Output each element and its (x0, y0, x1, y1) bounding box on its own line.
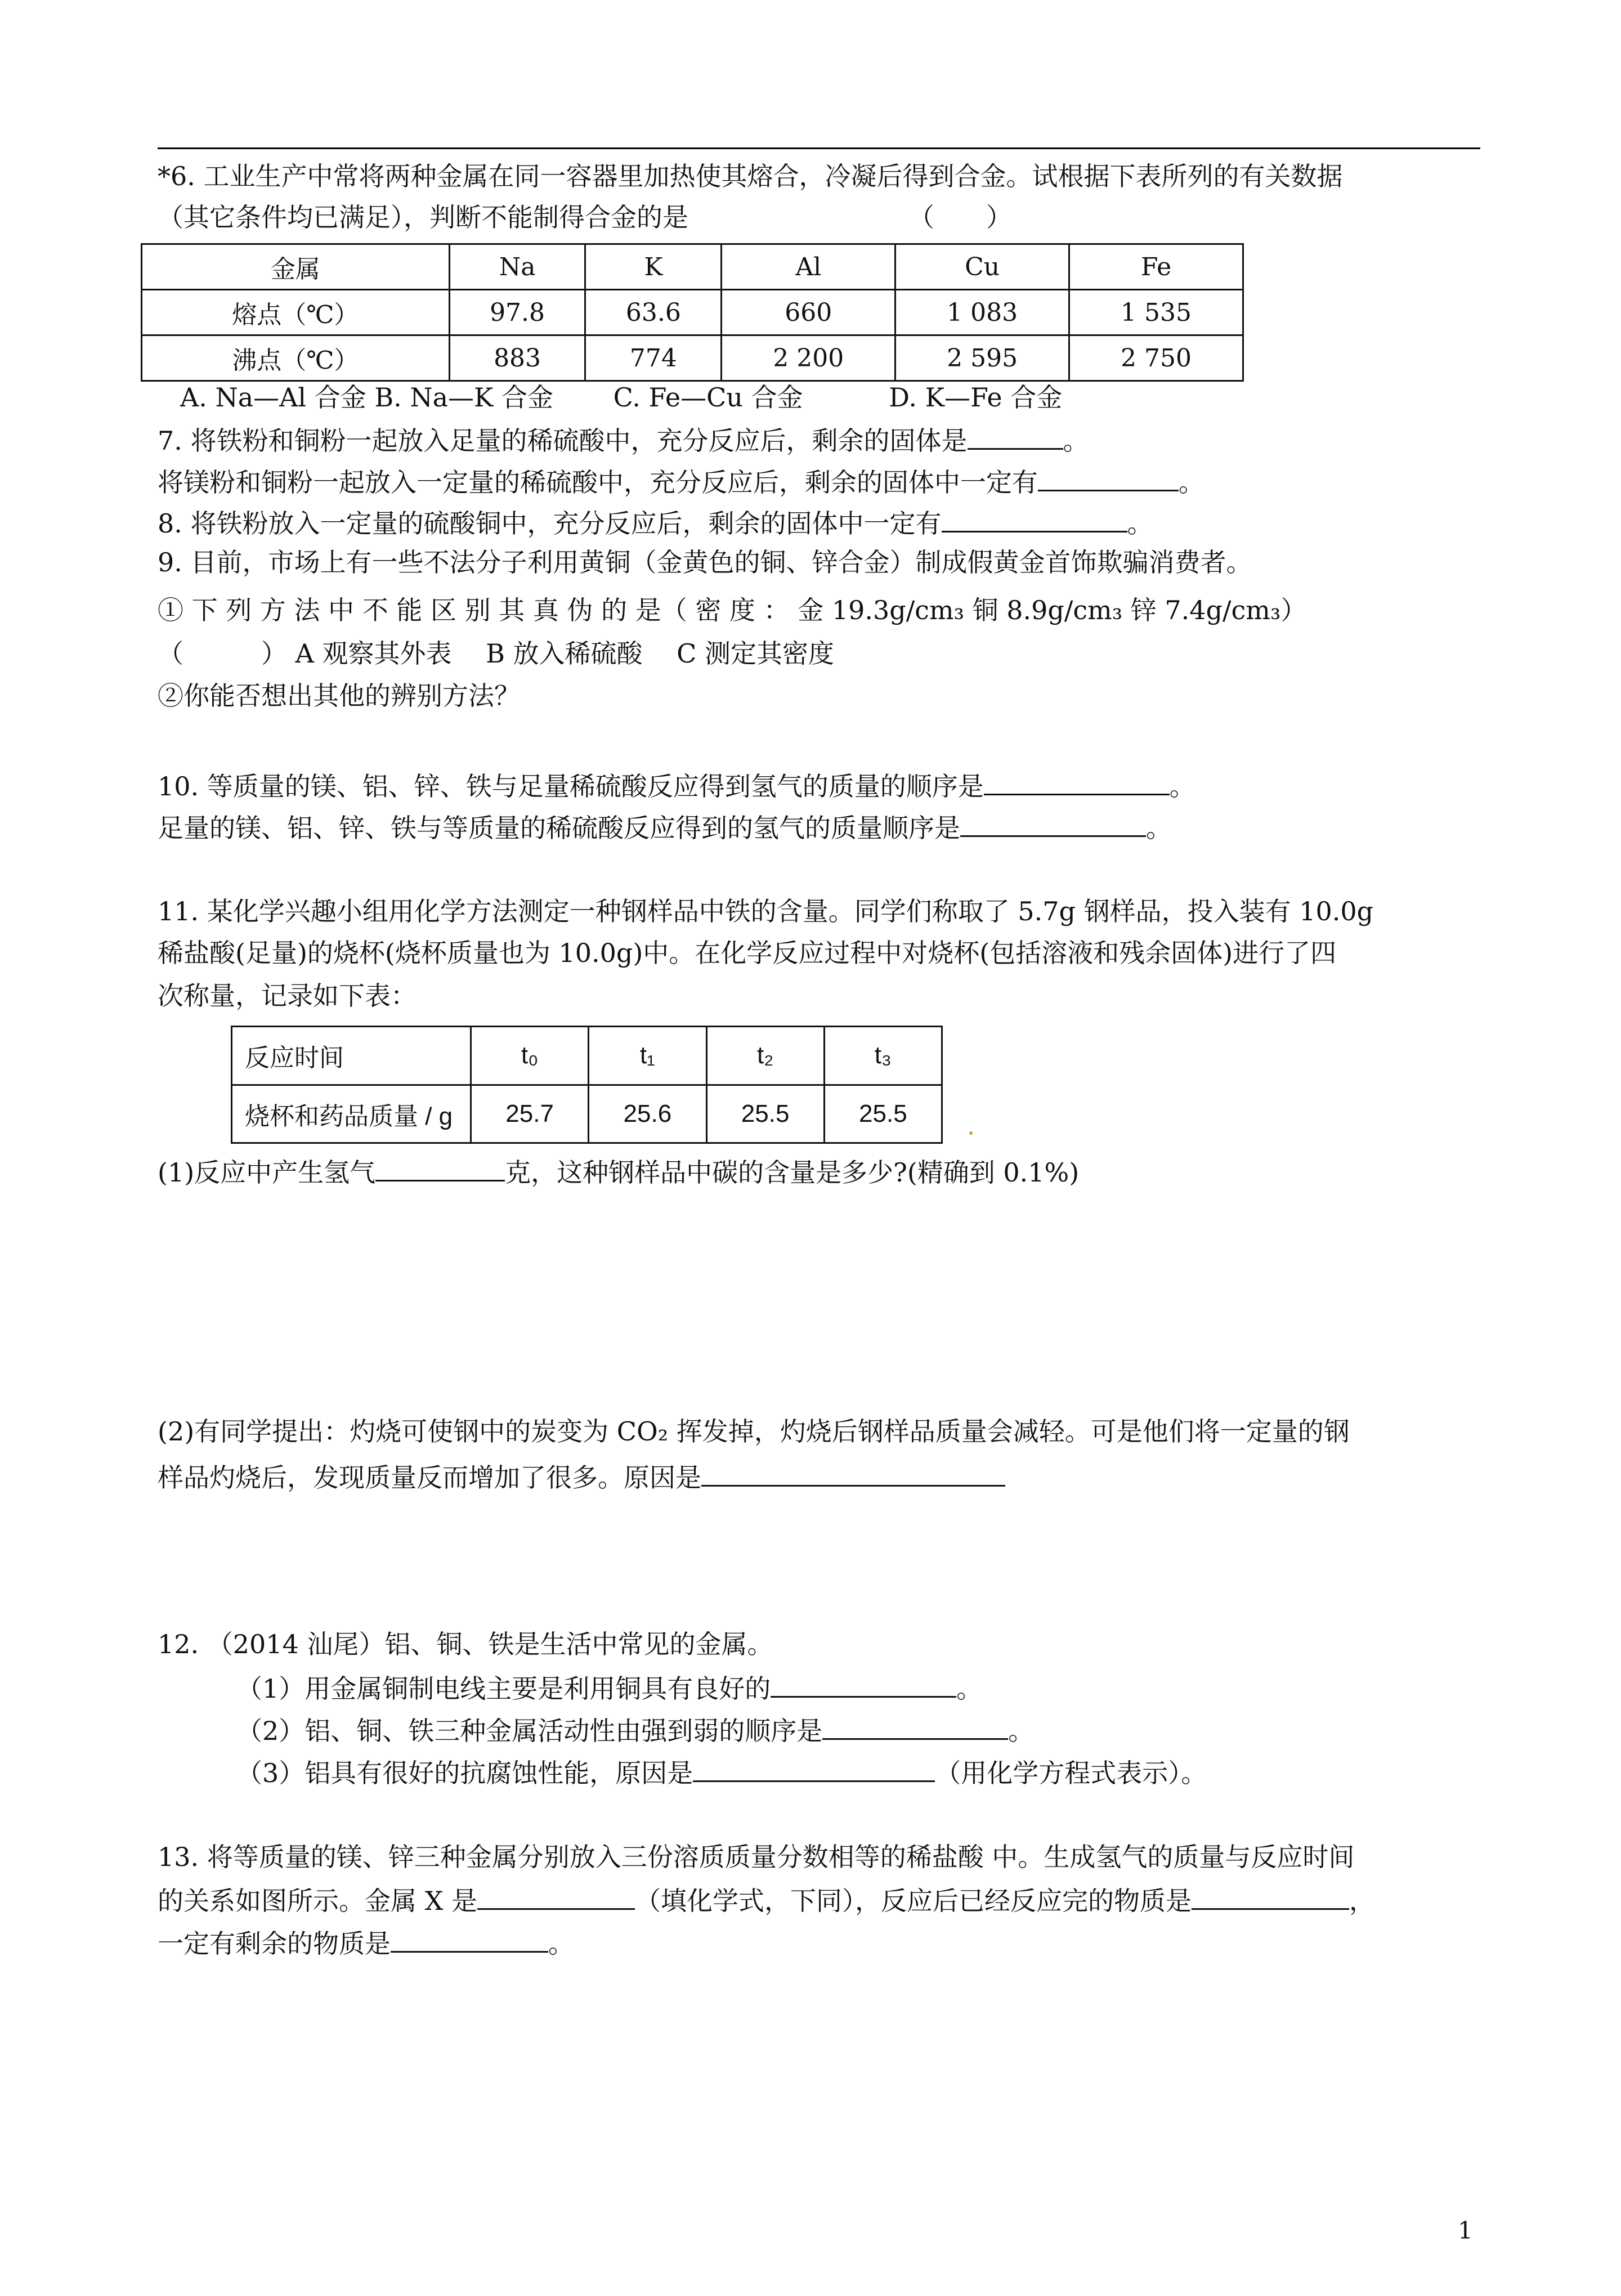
table-cell: 烧杯和药品质量 / g (232, 1085, 471, 1143)
table-cell: 63.6 (585, 290, 722, 335)
q9-line1: 9. 目前，市场上有一些不法分子利用黄铜（金黄色的铜、锌合金）制成假黄金首饰欺骗消费者。 (158, 547, 1252, 578)
q10-line2 (158, 808, 1172, 845)
answer-blank[interactable] (701, 1458, 1005, 1487)
q12-part3-end: （用化学方程式表示）。 (935, 1758, 1207, 1788)
q7-line2-end: 。 (1179, 467, 1204, 498)
q11-part1-text: (1)反应中产生氢气 (158, 1157, 376, 1188)
table-cell: 熔点（℃） (142, 290, 450, 335)
table-cell: Fe (1069, 244, 1243, 290)
q11-line1: 11. 某化学兴趣小组用化学方法测定一种钢样品中铁的含量。同学们称取了 5.7g 钢样品，投入装有 10.0g (158, 896, 1374, 927)
q6-text-line2: （其它条件均已满足），判断不能制得合金的是 （ ） (158, 202, 1012, 232)
answer-blank[interactable] (771, 1669, 956, 1698)
answer-blank[interactable] (1038, 463, 1179, 491)
table-cell: 沸点（℃） (142, 335, 450, 381)
table-cell: 774 (585, 335, 722, 381)
q12-part3-text: （3）铝具有很好的抗腐蚀性能，原因是 (236, 1758, 693, 1788)
table-cell: 25.5 (706, 1085, 824, 1143)
table-cell: 25.5 (824, 1085, 942, 1143)
q12-part1-text: （1）用金属铜制电线主要是利用铜具有良好的 (236, 1673, 771, 1704)
answer-blank[interactable] (1192, 1881, 1349, 1910)
table-cell: t₃ (824, 1027, 942, 1085)
q7-line1-text: 7. 将铁粉和铜粉一起放入足量的稀硫酸中，充分反应后，剩余的固体是 (158, 426, 968, 456)
q10-line1-end: 。 (1169, 771, 1195, 802)
table-cell: Al (722, 244, 895, 290)
table-cell: 金属 (142, 244, 450, 290)
table-cell: K (585, 244, 722, 290)
table-cell: 660 (722, 290, 895, 335)
table-cell: 97.8 (449, 290, 585, 335)
table-header-row (142, 244, 1243, 290)
q11-part2-line1: (2)有同学提出：灼烧可使钢中的炭变为 CO₂ 挥发掉，灼烧后钢样品质量会减轻。可是他们将一定量的钢 (158, 1416, 1350, 1447)
answer-blank[interactable] (984, 767, 1170, 795)
q11-line2: 稀盐酸(足量)的烧杯(烧杯质量也为 10.0g)中。在化学反应过程中对烧杯(包括溶液和残余固体)进行了四 (158, 938, 1337, 968)
q13-line3 (158, 1924, 574, 1961)
q9-line4: ②你能否想出其他的辨别方法？ (158, 681, 520, 711)
q12-part3 (236, 1753, 1207, 1791)
q10-line1 (158, 767, 1195, 804)
q11-weighing-table (231, 1026, 943, 1144)
q7-line1-end: 。 (1063, 426, 1089, 456)
q8-end: 。 (1127, 508, 1153, 539)
q13-line2-text-c: ， (1349, 1886, 1375, 1916)
q12-line1: 12. （2014 汕尾）铝、铜、铁是生活中常见的金属。 (158, 1629, 773, 1659)
q12-part2-text: （2）铝、铜、铁三种金属活动性由强到弱的顺序是 (236, 1716, 823, 1746)
table-row (232, 1085, 942, 1143)
answer-blank[interactable] (822, 1711, 1008, 1740)
q12-part1 (236, 1669, 982, 1706)
table-cell: 2 595 (895, 335, 1069, 381)
q13-line2-text-b: （填化学式，下同），反应后已经反应完的物质是 (635, 1886, 1192, 1916)
q12-part1-end: 。 (956, 1673, 983, 1704)
q11-part2-line2 (158, 1458, 1005, 1495)
table-cell: t₂ (706, 1027, 824, 1085)
q6-options: A. Na—Al 合金 B. Na—K 合金 C. Fe—Cu 合金 D. K—Fe 合金 (180, 382, 1063, 413)
q12-part2 (236, 1711, 1034, 1748)
answer-blank[interactable] (477, 1881, 635, 1910)
q6-text-line1: *6. 工业生产中常将两种金属在同一容器里加热使其熔合，冷凝后得到合金。试根据下表所列的有关数据 (158, 161, 1343, 191)
table-cell: Na (449, 244, 585, 290)
answer-blank[interactable] (391, 1924, 548, 1953)
table-cell: 2 750 (1069, 335, 1243, 381)
header-rule (158, 147, 1480, 149)
table-header-row (232, 1027, 942, 1085)
table-cell: Cu (895, 244, 1069, 290)
q9-line3: （ ） A 观察其外表 B 放入稀硫酸 C 测定其密度 (158, 638, 834, 669)
answer-blank[interactable] (375, 1153, 505, 1181)
q9-line2: ① 下 列 方 法 中 不 能 区 别 其 真 伪 的 是（ 密 度 ： 金 19.3g/cm₃ 铜 8.9g/cm₃ 锌 7.4g/cm₃） (158, 595, 1307, 625)
q11-part1-end: 克，这种钢样品中碳的含量是多少?(精确到 0.1%) (505, 1157, 1080, 1188)
q11-part2-text: 样品灼烧后，发现质量反而增加了很多。原因是 (158, 1462, 701, 1493)
q6-data-table (141, 243, 1244, 382)
q11-line3: 次称量，记录如下表： (158, 981, 417, 1011)
table-cell: 1 083 (895, 290, 1069, 335)
q13-line2 (158, 1881, 1375, 1918)
table-cell: t₁ (589, 1027, 706, 1085)
q13-line2-text-a: 的关系如图所示。金属 X 是 (158, 1886, 477, 1916)
q7-line2 (158, 463, 1204, 500)
answer-blank[interactable] (693, 1753, 935, 1782)
answer-blank[interactable] (942, 504, 1127, 532)
answer-blank[interactable] (968, 421, 1063, 450)
q10-line1-text: 10. 等质量的镁、铝、锌、铁与足量稀硫酸反应得到氢气的质量的顺序是 (158, 771, 984, 802)
table-cell: 2 200 (722, 335, 895, 381)
table-cell: 反应时间 (232, 1027, 471, 1085)
q7-line2-text: 将镁粉和铜粉一起放入一定量的稀硫酸中，充分反应后，剩余的固体中一定有 (158, 467, 1038, 498)
table-cell: 25.6 (589, 1085, 706, 1143)
table-cell: t₀ (471, 1027, 589, 1085)
page-number: 1 (1458, 2217, 1473, 2244)
q10-line2-end: 。 (1146, 813, 1172, 843)
table-row (142, 290, 1243, 335)
q7-line1 (158, 421, 1089, 458)
q12-part2-end: 。 (1008, 1716, 1035, 1746)
table-cell: 883 (449, 335, 585, 381)
q13-line1: 13. 将等质量的镁、锌三种金属分别放入三份溶质质量分数相等的稀盐酸 中。生成氢气的质量与反应时间 (158, 1842, 1355, 1872)
answer-blank[interactable] (960, 808, 1146, 837)
q8-line (158, 504, 1153, 541)
table-cell: 1 535 (1069, 290, 1243, 335)
q11-part1 (158, 1153, 1079, 1190)
table-row (142, 335, 1243, 381)
q10-line2-text: 足量的镁、铝、锌、铁与等质量的稀硫酸反应得到的氢气的质量顺序是 (158, 813, 960, 843)
speck-mark (969, 1131, 973, 1135)
q13-line3-end: 。 (548, 1928, 574, 1959)
q8-text: 8. 将铁粉放入一定量的硫酸铜中，充分反应后，剩余的固体中一定有 (158, 508, 942, 539)
table-cell: 25.7 (471, 1085, 589, 1143)
q13-line3-text: 一定有剩余的物质是 (158, 1928, 391, 1959)
